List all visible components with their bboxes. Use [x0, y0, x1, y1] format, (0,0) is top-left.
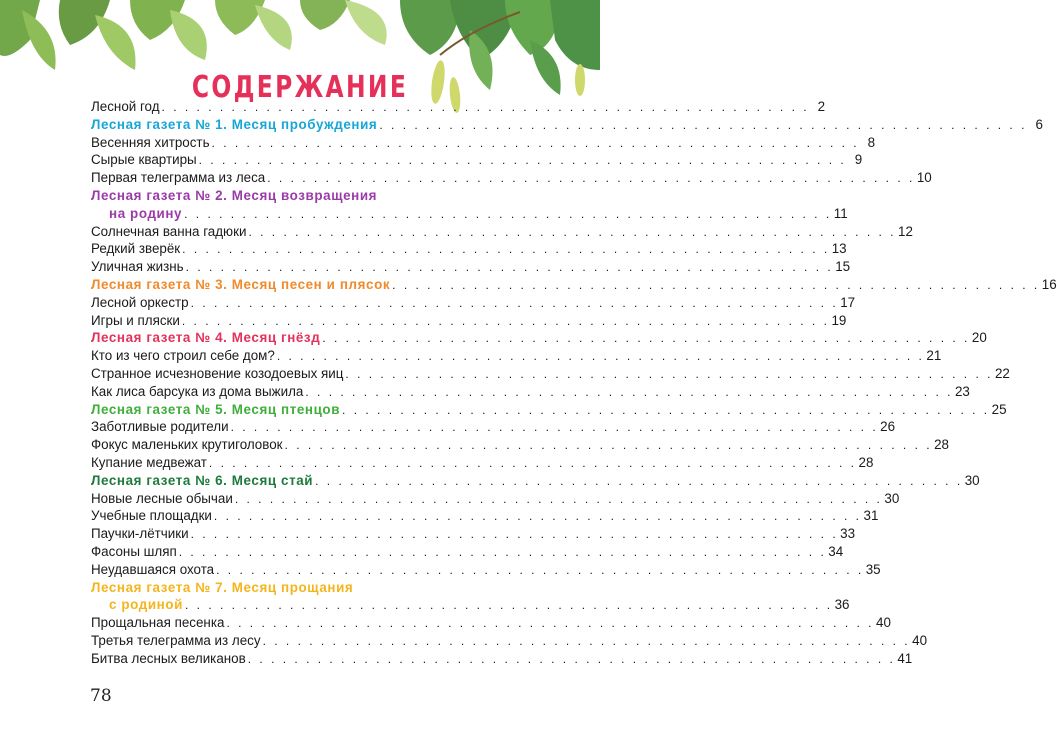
toc-entry-page: 6	[1035, 116, 1043, 132]
toc-entry-page: 41	[897, 650, 913, 666]
toc-entry-title: Уличная жизнь	[91, 259, 184, 275]
dot-leader: . . . . . . . . . . . . . . . . . . . . . . . . . . . . . . . . . . . . . . . . . . . . . . . . . . . . . . . .	[248, 224, 897, 239]
dot-leader: . . . . . . . . . . . . . . . . . . . . . . . . . . . . . . . . . . . . . . . . . . . . . . . . . . . . . . . .	[322, 331, 970, 346]
toc-entry-page: 31	[863, 508, 879, 524]
toc-entry[interactable]	[91, 294, 856, 312]
toc-entry-page: 36	[834, 597, 850, 613]
toc-entry[interactable]	[91, 169, 932, 187]
toc-heading-entry[interactable]	[91, 276, 1057, 294]
toc-entry-title: на родину	[109, 205, 183, 221]
toc-entry[interactable]	[91, 151, 863, 169]
dot-leader: . . . . . . . . . . . . . . . . . . . . . . . . . . . . . . . . . . . . . . . . . . . . . . . . . . . . . . . .	[190, 295, 839, 310]
dot-leader: . . . . . . . . . . . . . . . . . . . . . . . . . . . . . . . . . . . . . . . . . . . . . . . . . . . . . . . .	[198, 153, 847, 168]
toc-entry-page: 30	[964, 472, 980, 488]
toc-entry-page: 15	[835, 259, 851, 275]
toc-entry[interactable]	[91, 347, 942, 365]
toc-entry-title: Лесная газета № 3. Месяц песен и плясок	[91, 276, 391, 292]
toc-entry-title: Учебные площадки	[91, 508, 212, 524]
dot-leader: . . . . . . . . . . . . . . . . . . . . . . . . . . . . . . . . . . . . . . . . . . . . . . . . . . . . . . . .	[178, 544, 827, 559]
toc-entry-page: 21	[926, 348, 942, 364]
toc-entry[interactable]	[91, 365, 1010, 383]
toc-entry[interactable]	[91, 561, 881, 579]
toc-entry-title: Кто из чего строил себе дом?	[91, 348, 275, 364]
toc-entry-title: Лесной оркестр	[91, 294, 189, 310]
dot-leader: . . . . . . . . . . . . . . . . . . . . . . . . . . . . . . . . . . . . . . . . . . . . . . . . . . . . . . . .	[184, 598, 833, 613]
toc-heading-entry[interactable]	[91, 472, 980, 490]
toc-entry-title: Странное исчезновение козодоевых яиц	[91, 365, 344, 381]
toc-entry-page: 2	[817, 99, 826, 114]
toc-entry[interactable]	[91, 454, 874, 472]
toc-entry-title: Солнечная ванна гадюки	[91, 223, 247, 239]
toc-entry-page: 13	[831, 241, 847, 257]
toc-entry[interactable]	[91, 614, 891, 632]
toc-entry-page: 28	[858, 454, 874, 470]
toc-entry-title: Новые лесные обычаи	[91, 490, 233, 506]
toc-entry-title: Лесная газета № 5. Месяц птенцов	[91, 401, 341, 417]
toc-entry-page: 9	[854, 152, 863, 168]
toc-entry[interactable]	[91, 436, 950, 454]
toc-entry-title: Паучки-лётчики	[91, 526, 189, 542]
toc-heading-entry[interactable]	[91, 401, 1007, 419]
dot-leader: . . . . . . . . . . . . . . . . . . . . . . . . . . . . . . . . . . . . . . . . . . . . . . . . . . . . . . . .	[284, 438, 933, 453]
toc-entry[interactable]	[91, 240, 847, 258]
toc-entry-page: 30	[884, 490, 900, 506]
dot-leader: . . . . . . . . . . . . . . . . . . . . . . . . . . . . . . . . . . . . . . . . . . . . . . . . . . . . . . . .	[185, 260, 834, 275]
toc-entry[interactable]	[91, 418, 896, 436]
dot-leader: . . . . . . . . . . . . . . . . . . . . . . . . . . . . . . . . . . . . . . . . . . . . . . . . . . . . . . . .	[247, 651, 896, 666]
toc-entry-page: 8	[867, 134, 876, 150]
dot-leader: . . . . . . . . . . . . . . . . . . . . . . . . . . . . . . . . . . . . . . . . . . . . . . . . . . . . . . . .	[392, 277, 1040, 292]
toc-entry-page: 19	[831, 312, 847, 328]
dot-leader: . . . . . . . . . . . . . . . . . . . . . . . . . . . . . . . . . . . . . . . . . . . . . . . . . . . . . . . .	[305, 384, 953, 399]
toc-entry-title: Прощальная песенка	[91, 615, 225, 631]
table-of-contents	[91, 98, 1057, 668]
toc-entry-title: Лесной год	[91, 99, 160, 114]
toc-entry-page: 40	[912, 632, 928, 648]
toc-entry-title: Как лиса барсука из дома выжила	[91, 383, 304, 399]
dot-leader: . . . . . . . . . . . . . . . . . . . . . . . . . . . . . . . . . . . . . . . . . . . . . . . . . . . . . . . .	[345, 366, 993, 381]
toc-entry-title: Лесная газета № 1. Месяц пробуждения	[91, 116, 378, 132]
toc-entry-page: 35	[865, 561, 881, 577]
dot-leader: . . . . . . . . . . . . . . . . . . . . . . . . . . . . . . . . . . . . . . . . . . . . . . . . . . . . . . . .	[342, 402, 990, 417]
toc-entry-title: Лесная газета № 4. Месяц гнёзд	[91, 330, 321, 346]
dot-leader: . . . . . . . . . . . . . . . . . . . . . . . . . . . . . . . . . . . . . . . . . . . . . . . . . . . . . . . .	[267, 171, 915, 186]
toc-entry[interactable]	[91, 507, 879, 525]
dot-leader: . . . . . . . . . . . . . . . . . . . . . . . . . . . . . . . . . . . . . . . . . . . . . . . . . . . . . . . .	[161, 100, 810, 114]
toc-entry-title: с родиной	[109, 597, 183, 613]
toc-entry[interactable]	[91, 258, 851, 276]
toc-entry-page: 16	[1041, 276, 1057, 292]
toc-entry-page: 10	[916, 170, 932, 186]
toc-entry-page: 28	[934, 437, 950, 453]
dot-leader: . . . . . . . . . . . . . . . . . . . . . . . . . . . . . . . . . . . . . . . . . . . . . . . . . . . . . . . .	[379, 117, 1027, 132]
toc-entry-page: 40	[876, 615, 891, 631]
dot-leader: . . . . . . . . . . . . . . . . . . . . . . . . . . . . . . . . . . . . . . . . . . . . . . . . . . . . . . . .	[181, 313, 830, 328]
toc-entry-title: Купание медвежат	[91, 454, 207, 470]
dot-leader: . . . . . . . . . . . . . . . . . . . . . . . . . . . . . . . . . . . . . . . . . . . . . . . . . . . . . . . .	[190, 527, 839, 542]
toc-entry[interactable]	[91, 312, 847, 330]
dot-leader: . . . . . . . . . . . . . . . . . . . . . . . . . . . . . . . . . . . . . . . . . . . . . . . . . . . . . . . .	[216, 562, 864, 577]
toc-entry-page: 17	[840, 294, 856, 310]
toc-heading-entry[interactable]	[91, 596, 850, 614]
toc-entry-title: Сырые квартиры	[91, 152, 197, 168]
toc-heading-line[interactable]: Лесная газета № 2. Месяц возвращения	[91, 187, 378, 203]
dot-leader: . . . . . . . . . . . . . . . . . . . . . . . . . . . . . . . . . . . . . . . . . . . . . . . . . . . . . . . .	[213, 509, 862, 524]
toc-entry[interactable]	[91, 650, 913, 668]
dot-leader: . . . . . . . . . . . . . . . . . . . . . . . . . . . . . . . . . . . . . . . . . . . . . . . . . . . . . . . .	[208, 455, 857, 470]
toc-heading-entry[interactable]	[91, 116, 1043, 134]
dot-leader: . . . . . . . . . . . . . . . . . . . . . . . . . . . . . . . . . . . . . . . . . . . . . . . . . . . . . . . .	[262, 633, 911, 648]
toc-entry-title: Фокус маленьких крутиголовок	[91, 437, 283, 453]
toc-entry-title: Заботливые родители	[91, 419, 229, 435]
toc-entry-title: Первая телеграмма из леса	[91, 170, 266, 186]
toc-entry-title: Битва лесных великанов	[91, 650, 246, 666]
toc-entry-page: 26	[880, 419, 896, 435]
toc-entry-page: 12	[898, 223, 913, 239]
dot-leader: . . . . . . . . . . . . . . . . . . . . . . . . . . . . . . . . . . . . . . . . . . . . . . . . . . . . . . . .	[234, 491, 883, 506]
toc-entry-page: 23	[954, 383, 970, 399]
toc-heading-line[interactable]: Лесная газета № 7. Месяц прощания	[91, 579, 354, 595]
toc-entry[interactable]	[91, 632, 928, 650]
toc-entry[interactable]	[91, 490, 900, 508]
toc-entry[interactable]	[91, 134, 876, 152]
dot-leader: . . . . . . . . . . . . . . . . . . . . . . . . . . . . . . . . . . . . . . . . . . . . . . . . . . . . . . . .	[226, 616, 875, 631]
dot-leader: . . . . . . . . . . . . . . . . . . . . . . . . . . . . . . . . . . . . . . . . . . . . . . . . . . . . . . . .	[182, 242, 830, 257]
toc-entry-title: Игры и пляски	[91, 312, 180, 328]
toc-entry[interactable]	[91, 223, 913, 241]
toc-entry-title: Фасоны шляп	[91, 543, 177, 559]
toc-entry-page: 20	[971, 330, 987, 346]
page-title: СОДЕРЖАНИЕ	[191, 70, 409, 105]
dot-leader: . . . . . . . . . . . . . . . . . . . . . . . . . . . . . . . . . . . . . . . . . . . . . . . . . . . . . . . .	[230, 420, 879, 435]
dot-leader: . . . . . . . . . . . . . . . . . . . . . . . . . . . . . . . . . . . . . . . . . . . . . . . . . . . . . . . .	[276, 349, 925, 364]
toc-entry-title: Неудавшаяся охота	[91, 561, 215, 577]
toc-entry[interactable]	[91, 383, 970, 401]
toc-entry-title: Редкий зверёк	[91, 241, 181, 257]
toc-heading-entry[interactable]	[91, 329, 987, 347]
toc-entry-title: Лесная газета № 6. Месяц стай	[91, 472, 314, 488]
toc-entry-title: Третья телеграмма из лесу	[91, 632, 261, 648]
page-number: 78	[90, 686, 112, 706]
toc-entry-page: 25	[991, 401, 1007, 417]
toc-entry-page: 22	[994, 365, 1010, 381]
dot-leader: . . . . . . . . . . . . . . . . . . . . . . . . . . . . . . . . . . . . . . . . . . . . . . . . . . . . . . . .	[315, 473, 963, 488]
toc-entry-page: 33	[840, 526, 856, 542]
dot-leader: . . . . . . . . . . . . . . . . . . . . . . . . . . . . . . . . . . . . . . . . . . . . . . . . . . . . . . . .	[184, 206, 832, 221]
toc-entry[interactable]	[91, 98, 826, 116]
toc-heading-entry[interactable]	[91, 205, 848, 223]
toc-entry-title: Весенняя хитрость	[91, 134, 210, 150]
dot-leader: . . . . . . . . . . . . . . . . . . . . . . . . . . . . . . . . . . . . . . . . . . . . . . . . . . . . . . . .	[211, 135, 860, 150]
toc-entry-page: 11	[833, 205, 848, 221]
toc-entry-page: 34	[828, 543, 844, 559]
toc-entry[interactable]	[91, 543, 844, 561]
toc-entry[interactable]	[91, 525, 856, 543]
